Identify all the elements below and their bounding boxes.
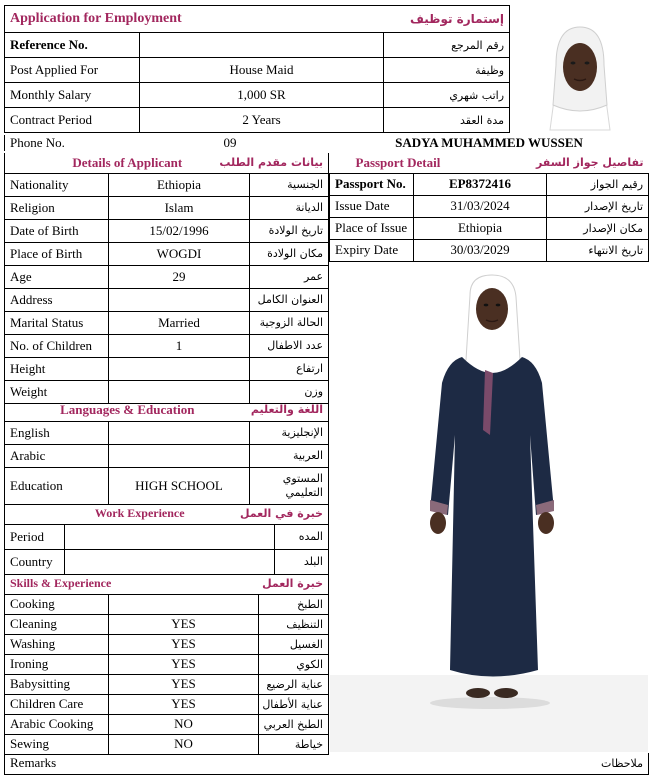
work-table <box>4 504 329 575</box>
babysitting-value: YES <box>109 674 259 694</box>
salary-value: 1,000 SR <box>140 83 384 108</box>
dob-value: 15/02/1996 <box>109 219 250 242</box>
english-label-ar: الإنجليزية <box>250 421 329 444</box>
education-value: HIGH SCHOOL <box>109 467 250 504</box>
nationality-label: Nationality <box>5 173 109 196</box>
work-section-title-ar: خبرة في العمل <box>275 504 329 524</box>
period-value <box>65 524 275 549</box>
washing-label-ar: الغسيل <box>259 634 329 654</box>
pob-value: WOGDI <box>109 242 250 265</box>
height-label-ar: ارتفاع <box>250 357 329 380</box>
arabic-label-ar: العربية <box>250 444 329 467</box>
applicant-section-title: Details of Applicant <box>5 153 250 173</box>
remarks-table <box>4 753 649 775</box>
remarks-label: Remarks <box>5 753 327 774</box>
passport-no-value: EP8372416 <box>414 173 547 195</box>
children-label-ar: عدد الاطفال <box>250 334 329 357</box>
header-table <box>4 5 510 133</box>
arabic-cooking-value: NO <box>109 714 259 734</box>
place-of-issue-value: Ethiopia <box>414 217 547 239</box>
ironing-label: Ironing <box>5 654 109 674</box>
education-label: Education <box>5 467 109 504</box>
reference-label: Reference No. <box>5 33 140 58</box>
nationality-label-ar: الجنسية <box>250 173 329 196</box>
sewing-label-ar: خياطة <box>259 734 329 754</box>
marital-label-ar: الحالة الزوجية <box>250 311 329 334</box>
place-of-issue-label: Place of Issue <box>330 217 414 239</box>
cooking-label: Cooking <box>5 594 109 614</box>
sewing-value: NO <box>109 734 259 754</box>
contract-value: 2 Years <box>140 108 384 133</box>
cooking-value <box>109 594 259 614</box>
languages-table <box>4 399 329 505</box>
religion-value: Islam <box>109 196 250 219</box>
post-value: House Maid <box>140 58 384 83</box>
weight-label: Weight <box>5 380 109 403</box>
children-label: No. of Children <box>5 334 109 357</box>
arabic-cooking-label-ar: الطبخ العربي <box>259 714 329 734</box>
phone-value: 09 <box>223 135 237 150</box>
full-body-photo <box>330 265 648 752</box>
skills-table <box>4 574 329 755</box>
religion-label: Religion <box>5 196 109 219</box>
country-label: Country <box>5 549 65 574</box>
marital-label: Marital Status <box>5 311 109 334</box>
address-label-ar: العنوان الكامل <box>250 288 329 311</box>
education-label-ar: المستوي التعليمي <box>250 467 329 504</box>
dob-label: Date of Birth <box>5 219 109 242</box>
full-body-image <box>330 265 648 752</box>
arabic-value <box>109 444 250 467</box>
english-label: English <box>5 421 109 444</box>
work-section-title: Work Experience <box>5 504 275 524</box>
children-value: 1 <box>109 334 250 357</box>
arabic-label: Arabic <box>5 444 109 467</box>
washing-value: YES <box>109 634 259 654</box>
sewing-label: Sewing <box>5 734 109 754</box>
languages-section-title-ar: اللغة والتعليم <box>250 399 329 421</box>
phone-label: Phone No. <box>5 135 140 151</box>
cleaning-label: Cleaning <box>5 614 109 634</box>
issue-date-label-ar: تاريخ الإصدار <box>547 195 649 217</box>
religion-label-ar: الديانة <box>250 196 329 219</box>
contract-label: Contract Period <box>5 108 140 133</box>
dob-label-ar: تاريخ الولادة <box>250 219 329 242</box>
arabic-cooking-label: Arabic Cooking <box>5 714 109 734</box>
ironing-value: YES <box>109 654 259 674</box>
portrait-photo <box>512 5 648 130</box>
reference-value <box>140 33 384 58</box>
childcare-value: YES <box>109 694 259 714</box>
issue-date-label: Issue Date <box>330 195 414 217</box>
ironing-label-ar: الكوي <box>259 654 329 674</box>
passport-table <box>329 153 649 262</box>
period-label-ar: المده <box>275 524 329 549</box>
passport-no-label-ar: رقيم الجواز <box>547 173 649 195</box>
babysitting-label-ar: عناية الرضيع <box>259 674 329 694</box>
babysitting-label: Babysitting <box>5 674 109 694</box>
cleaning-label-ar: التنظيف <box>259 614 329 634</box>
age-label: Age <box>5 265 109 288</box>
form-title: Application for Employment <box>5 6 384 33</box>
reference-label-ar: رقم المرجع <box>384 33 510 58</box>
childcare-label-ar: عناية الأطفال <box>259 694 329 714</box>
childcare-label: Children Care <box>5 694 109 714</box>
cleaning-value: YES <box>109 614 259 634</box>
country-value <box>65 549 275 574</box>
remarks-label-ar: ملاحظات <box>327 753 649 774</box>
english-value <box>109 421 250 444</box>
washing-label: Washing <box>5 634 109 654</box>
cooking-label-ar: الطبخ <box>259 594 329 614</box>
pob-label: Place of Birth <box>5 242 109 265</box>
weight-label-ar: وزن <box>250 380 329 403</box>
applicant-table <box>4 153 329 404</box>
age-value: 29 <box>109 265 250 288</box>
passport-section-title-ar: تفاصيل جواز السفر <box>535 156 644 170</box>
phone-table <box>4 135 649 151</box>
height-label: Height <box>5 357 109 380</box>
skills-section-title: Skills & Experience <box>5 574 259 594</box>
height-value <box>109 357 250 380</box>
marital-value: Married <box>109 311 250 334</box>
address-label: Address <box>5 288 109 311</box>
period-label: Period <box>5 524 65 549</box>
post-label: Post Applied For <box>5 58 140 83</box>
expiry-date-label: Expiry Date <box>330 239 414 261</box>
salary-label: Monthly Salary <box>5 83 140 108</box>
post-label-ar: وظيفة <box>384 58 510 83</box>
applicant-name: SADYA MUHAMMED WUSSEN <box>395 135 583 150</box>
expiry-date-value: 30/03/2029 <box>414 239 547 261</box>
contract-label-ar: مدة العقد <box>384 108 510 133</box>
passport-section-title: Passport Detail <box>355 154 441 170</box>
salary-label-ar: راتب شهري <box>384 83 510 108</box>
address-value <box>109 288 250 311</box>
place-of-issue-label-ar: مكان الإصدار <box>547 217 649 239</box>
passport-no-label: Passport No. <box>330 173 414 195</box>
applicant-section-title-ar: بيانات مقدم الطلب <box>250 153 329 173</box>
form-title-ar: إستمارة توظيف <box>384 6 510 33</box>
age-label-ar: عمر <box>250 265 329 288</box>
country-label-ar: البلد <box>275 549 329 574</box>
portrait-image <box>512 5 648 130</box>
nationality-value: Ethiopia <box>109 173 250 196</box>
expiry-date-label-ar: تاريخ الانتهاء <box>547 239 649 261</box>
pob-label-ar: مكان الولادة <box>250 242 329 265</box>
issue-date-value: 31/03/2024 <box>414 195 547 217</box>
skills-section-title-ar: خبرة العمل <box>259 574 329 594</box>
languages-section-title: Languages & Education <box>5 399 250 421</box>
